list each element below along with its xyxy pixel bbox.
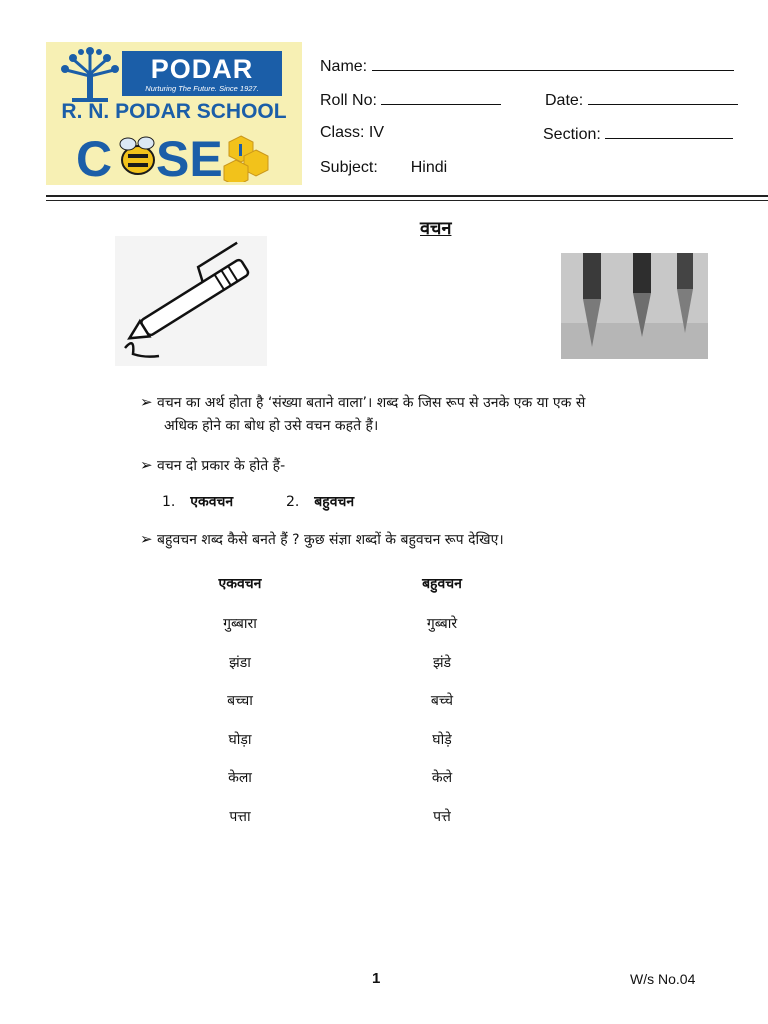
brand-tagline: Nurturing The Future. Since 1927. [145,84,259,93]
pencils-photo [561,253,708,359]
table-row [190,730,510,752]
class-field [320,124,384,142]
subject-label: Subject: [320,159,378,176]
point-2: ➢ वचन दो प्रकार के होते हैं- [140,456,286,474]
class-label: Class: [320,124,365,141]
svg-text:C: C [76,131,113,182]
singular-word: झंडा [229,655,251,671]
type-2-label: बहुवचन [314,494,355,510]
plural-word: पत्ते [433,809,451,825]
table-row [190,691,510,713]
type-2-number: 2. [286,494,300,510]
arrow-bullet-icon: ➢ [140,393,153,411]
worksheet-number: W/s No.04 [630,971,696,987]
page-number: 1 [372,970,381,987]
topic-title: वचन [420,218,452,239]
name-line[interactable] [372,56,734,71]
header-rule-thin [46,200,768,201]
table-row [190,614,510,636]
svg-text:SE: SE [156,131,223,182]
cbse-logo [76,130,276,182]
point-1-line-1: ➢ वचन का अर्थ होता है ‘संख्या बताने वाला’। शब्द के जिस रूप से उनके एक या एक से [140,393,586,411]
table-row [190,653,510,675]
subject-field [320,159,447,177]
roll-line[interactable] [381,90,501,105]
section-line[interactable] [605,124,733,139]
header-rule [46,195,768,197]
subject-value: Hindi [410,159,448,176]
point-3: ➢ बहुवचन शब्द कैसे बनते हैं ? कुछ संज्ञा शब्दों के बहुवचन रूप देखिए। [140,530,504,548]
plural-word: केले [431,770,453,786]
honeycomb-icon [224,136,268,182]
roll-label: Roll No: [320,92,377,109]
type-1-number: 1. [162,494,176,510]
school-name: R. N. PODAR SCHOOL [61,100,287,123]
arrow-bullet-icon: ➢ [140,530,153,548]
roll-field[interactable] [320,90,501,110]
singular-word: घोड़ा [228,732,252,748]
name-label: Name: [320,58,368,75]
header-bahuvachan: बहुवचन [422,576,462,592]
header-ekvachan: एकवचन [218,576,262,592]
brand-name: PODAR [150,54,254,84]
arrow-bullet-icon: ➢ [140,456,153,474]
plural-word: बच्चे [430,693,454,709]
date-field[interactable] [545,90,738,110]
singular-word: केला [228,770,252,786]
date-line[interactable] [588,90,738,105]
plural-word: घोड़े [432,732,452,748]
singular-word: पत्ता [229,809,251,825]
date-label: Date: [545,92,584,109]
pen-illustration [115,236,267,366]
class-value: IV [368,124,385,141]
bee-icon [120,137,154,174]
section-field[interactable] [543,124,733,144]
point-1-line-2: अधिक होने का बोध हो उसे वचन कहते हैं। [164,418,379,434]
section-label: Section: [543,126,601,143]
school-logo [46,42,302,185]
table-row [190,768,510,790]
vachan-type-1 [162,492,233,511]
singular-word: गुब्बारा [223,616,257,632]
type-1-label: एकवचन [190,494,234,510]
plural-word: गुब्बारे [426,616,458,632]
tree-icon [60,46,120,104]
name-field[interactable] [320,56,734,76]
plural-word: झंडे [432,655,452,671]
singular-word: बच्चा [227,693,253,709]
table-header [190,574,510,596]
table-row [190,807,510,829]
vachan-type-2 [286,492,354,511]
